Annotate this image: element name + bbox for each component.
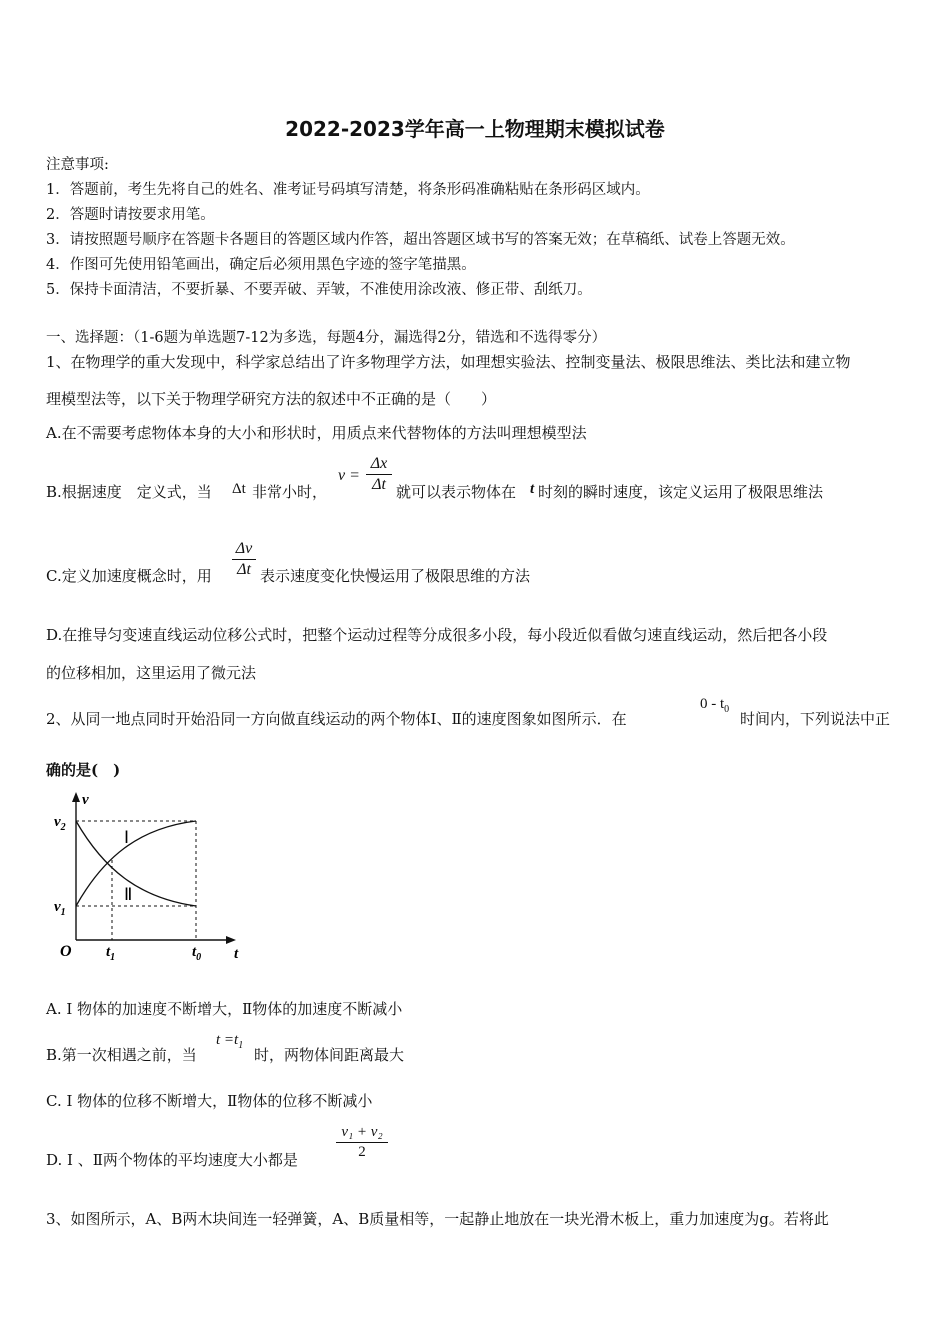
q1-option-b-post2: 时刻的瞬时速度，该定义运用了极限思维法 (538, 483, 824, 501)
q1-option-b-delta-t: Δt (232, 481, 246, 497)
q1-option-c-denominator: Δt (237, 561, 251, 579)
q2-stem-post: 时间内，下列说法中正 (740, 710, 891, 728)
q2-option-d-fraction (336, 1124, 388, 1162)
q2-stem-line2: 确的是( ) (46, 761, 121, 779)
v2-label: $v_2$ (54, 814, 66, 833)
notice-heading: 注意事项: (46, 157, 109, 173)
curve-1-label: Ⅰ (124, 828, 130, 847)
q1-stem-line2: 理模型法等，以下关于物理学研究方法的叙述中不正确的是（ ） (46, 390, 497, 408)
q1-option-b-t: t (530, 481, 535, 497)
q1-option-b-post1: 就可以表示物体在 (396, 483, 517, 501)
t1-label: $t_1$ (106, 944, 116, 963)
q1-option-b-mid: 非常小时， (252, 483, 328, 501)
q1-option-c-post: 表示速度变化快慢运用了极限思维的方法 (260, 567, 531, 585)
q1-option-c-fraction (232, 540, 256, 580)
q2-option-c: C. Ⅰ 物体的位移不断增大，Ⅱ物体的位移不断减小 (46, 1092, 373, 1110)
v-axis-label: v (82, 792, 89, 808)
q1-option-b-fraction (366, 455, 392, 495)
notice-item-2: 2．答题时请按要求用笔。 (46, 207, 215, 223)
curve-2 (76, 821, 196, 906)
t-axis-arrow (226, 936, 236, 944)
q2-option-b-post: 时，两物体间距离最大 (254, 1046, 405, 1064)
q2-option-b-prefix: B.第一次相遇之前，当 (46, 1046, 197, 1064)
q2-option-b-math: $t =t_1$ (216, 1032, 244, 1051)
notice-item-4: 4．作图可先使用铅笔画出，确定后必须用黑色字迹的签字笔描黑。 (46, 257, 476, 273)
notice-item-3: 3．请按照题号顺序在答题卡各题目的答题区域内作答，超出答题区域书写的答案无效；在草稿纸、试卷上答题无效。 (46, 232, 795, 248)
origin-label: O (60, 943, 72, 960)
q2-option-d-denominator: 2 (358, 1144, 366, 1161)
q1-option-b-prefix: B.根据速度 定义式，当 (46, 483, 212, 501)
curve-1 (76, 821, 196, 906)
q1-option-c-prefix: C.定义加速度概念时，用 (46, 567, 212, 585)
q1-stem-line1: 1、在物理学的重大发现中，科学家总结出了许多物理学方法，如理想实验法、控制变量法、极限思维法、类比法和建立物 (46, 353, 851, 371)
q1-option-a: A.在不需要考虑物体本身的大小和形状时，用质点来代替物体的方法叫理想模型法 (46, 424, 587, 442)
q2-option-d-prefix: D. Ⅰ 、Ⅱ两个物体的平均速度大小都是 (46, 1151, 298, 1169)
t0-label: $t_0$ (192, 944, 202, 963)
v1-label: $v_1$ (54, 899, 66, 918)
section-heading: 一、选择题：（1-6题为单选题7-12为多选，每题4分，漏选得2分，错选和不选得零分） (46, 330, 607, 346)
q1-option-c-numerator: Δv (235, 540, 253, 557)
q1-option-b-numerator: Δx (370, 455, 388, 472)
q2-stem-prefix: 2、从同一地点同时开始沿同一方向做直线运动的两个物体Ⅰ、Ⅱ的速度图象如图所示．在 (46, 710, 627, 728)
vt-graph (48, 788, 248, 963)
curve-2-label: Ⅱ (124, 885, 133, 904)
q1-option-b-denominator: Δt (372, 476, 386, 494)
notice-item-5: 5．保持卡面清洁，不要折暴、不要弄破、弄皱，不准使用涂改液、修正带、刮纸刀。 (46, 282, 592, 298)
notice-item-1: 1．答题前，考生先将自己的姓名、准考证号码填写清楚，将条形码准确粘贴在条形码区域内。 (46, 182, 650, 198)
q2-option-d-numerator: v₁ + v₂ (341, 1124, 383, 1140)
v-axis-arrow (72, 792, 80, 802)
q1-option-b-v: v = (338, 467, 360, 484)
t-axis-label: t (234, 946, 239, 962)
q2-stem-range: $0 - t_0$ (700, 696, 730, 715)
q1-option-d-line1: D.在推导匀变速直线运动位移公式时，把整个运动过程等分成很多小段，每小段近似看做匀速直线运动，然后把各小段 (46, 626, 828, 644)
page-title: 2022-2023学年高一上物理期末模拟试卷 (285, 117, 665, 141)
q3-stem-line1: 3、如图所示，A、B两木块间连一轻弹簧，A、B质量相等，一起静止地放在一块光滑木板上，重力加速度为g。若将此 (46, 1210, 829, 1228)
q2-option-a: A. Ⅰ 物体的加速度不断增大，Ⅱ物体的加速度不断减小 (46, 1000, 403, 1018)
q1-option-d-line2: 的位移相加，这里运用了微元法 (46, 664, 257, 682)
